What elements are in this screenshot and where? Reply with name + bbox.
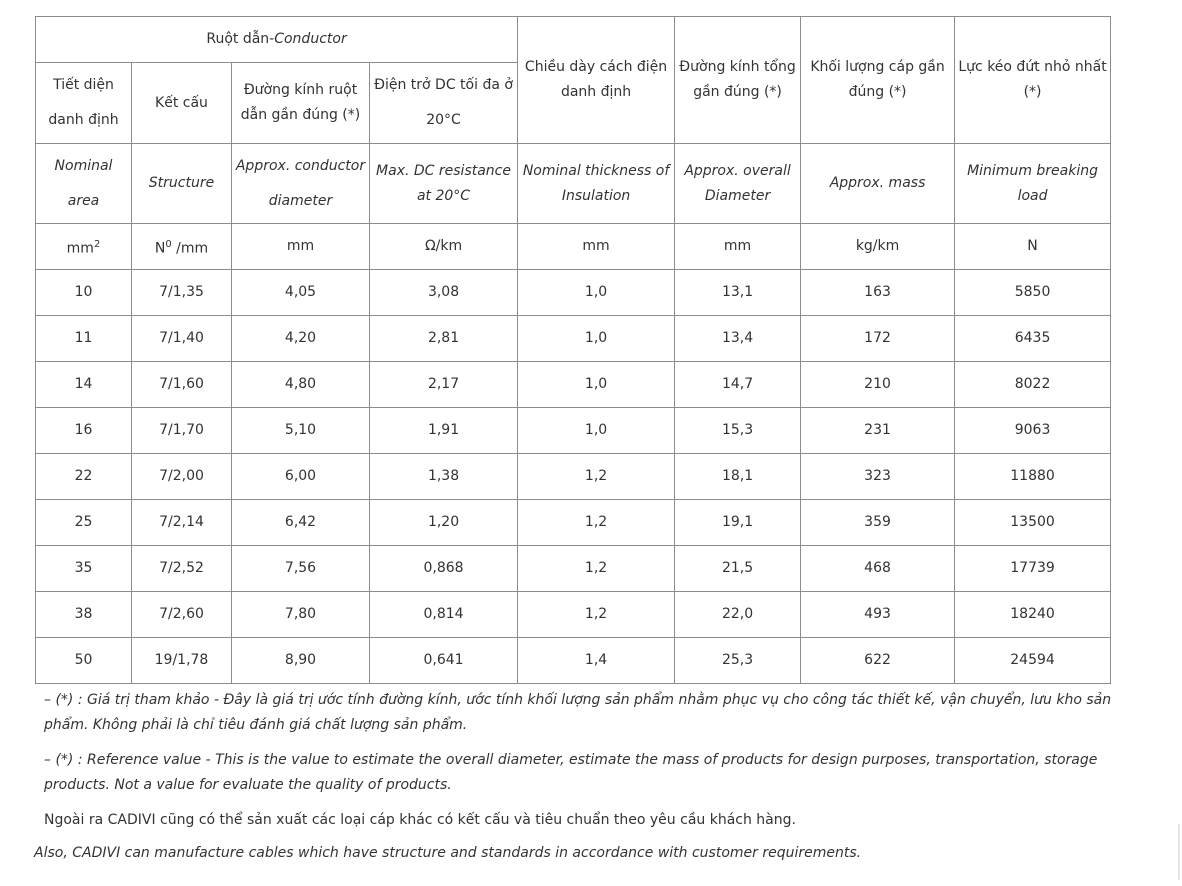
table-row bbox=[36, 638, 1111, 684]
cell-conductor-diameter: 6,00 bbox=[232, 454, 370, 500]
cell-insulation: 1,0 bbox=[518, 270, 675, 316]
cell-area: 38 bbox=[36, 592, 132, 638]
conductor-label-en: Conductor bbox=[274, 31, 347, 47]
header-area-en: Nominal area bbox=[36, 144, 132, 224]
cell-breaking-load: 24594 bbox=[955, 638, 1111, 684]
cell-area: 10 bbox=[36, 270, 132, 316]
cell-dc-resistance: 0,641 bbox=[370, 638, 518, 684]
table-row bbox=[36, 316, 1111, 362]
table-row bbox=[36, 500, 1111, 546]
cell-mass: 210 bbox=[801, 362, 955, 408]
header-area-vn: Tiết diện danh định bbox=[36, 63, 132, 144]
cell-overall-diameter: 13,4 bbox=[675, 316, 801, 362]
cell-dc-resistance: 0,814 bbox=[370, 592, 518, 638]
cell-dc-resistance: 3,08 bbox=[370, 270, 518, 316]
cell-structure: 7/1,60 bbox=[132, 362, 232, 408]
cell-insulation: 1,0 bbox=[518, 408, 675, 454]
cell-breaking-load: 11880 bbox=[955, 454, 1111, 500]
table-row bbox=[36, 362, 1111, 408]
header-mass-vn: Khối lượng cáp gần đúng (*) bbox=[801, 17, 955, 144]
unit-structure-base: N bbox=[154, 240, 166, 257]
cell-area: 22 bbox=[36, 454, 132, 500]
scrollbar-track bbox=[1178, 824, 1180, 880]
header-breaking-load-vn: Lực kéo đứt nhỏ nhất (*) bbox=[955, 17, 1111, 144]
cell-insulation: 1,2 bbox=[518, 546, 675, 592]
cell-mass: 323 bbox=[801, 454, 955, 500]
table-row bbox=[36, 546, 1111, 592]
cell-structure: 7/2,60 bbox=[132, 592, 232, 638]
header-overall-diameter-en: Approx. overall Diameter bbox=[675, 144, 801, 224]
note-cadivi-vn: Ngoài ra CADIVI cũng có thể sản xuất các loại cáp khác có kết cấu và tiêu chuẩn theo yêu cầu khách hàng. bbox=[44, 812, 796, 828]
cell-insulation: 1,2 bbox=[518, 500, 675, 546]
cell-structure: 7/2,14 bbox=[132, 500, 232, 546]
cell-overall-diameter: 14,7 bbox=[675, 362, 801, 408]
cell-conductor-diameter: 6,42 bbox=[232, 500, 370, 546]
cell-mass: 468 bbox=[801, 546, 955, 592]
cable-spec-table bbox=[35, 16, 1111, 684]
cell-insulation: 1,2 bbox=[518, 454, 675, 500]
cell-insulation: 1,2 bbox=[518, 592, 675, 638]
note-reference-en: – (*) : Reference value - This is the value to estimate the overall diameter, estimate the mass of products for design purposes, transportation, storage products. Not a value for evaluate the quality of products. bbox=[44, 752, 1098, 793]
unit-structure-sup: 0 bbox=[165, 238, 172, 250]
cell-area: 25 bbox=[36, 500, 132, 546]
cell-conductor-diameter: 4,05 bbox=[232, 270, 370, 316]
cell-conductor-diameter: 7,80 bbox=[232, 592, 370, 638]
unit-dc-resistance: Ω/km bbox=[370, 224, 518, 270]
cell-breaking-load: 13500 bbox=[955, 500, 1111, 546]
cell-breaking-load: 9063 bbox=[955, 408, 1111, 454]
cell-overall-diameter: 18,1 bbox=[675, 454, 801, 500]
cell-insulation: 1,0 bbox=[518, 362, 675, 408]
cell-dc-resistance: 2,81 bbox=[370, 316, 518, 362]
table-row bbox=[36, 408, 1111, 454]
cell-overall-diameter: 22,0 bbox=[675, 592, 801, 638]
cell-mass: 172 bbox=[801, 316, 955, 362]
cell-breaking-load: 8022 bbox=[955, 362, 1111, 408]
unit-insulation: mm bbox=[518, 224, 675, 270]
cell-mass: 359 bbox=[801, 500, 955, 546]
notes-section bbox=[34, 688, 1159, 866]
cell-breaking-load: 6435 bbox=[955, 316, 1111, 362]
unit-structure bbox=[132, 224, 232, 270]
cell-structure: 7/2,52 bbox=[132, 546, 232, 592]
header-overall-diameter-vn: Đường kính tổng gần đúng (*) bbox=[675, 17, 801, 144]
note-cadivi-en: Also, CADIVI can manufacture cables which have structure and standards in accordance with customer requirements. bbox=[34, 845, 862, 861]
cell-dc-resistance: 2,17 bbox=[370, 362, 518, 408]
cell-overall-diameter: 21,5 bbox=[675, 546, 801, 592]
cell-conductor-diameter: 4,80 bbox=[232, 362, 370, 408]
cell-mass: 493 bbox=[801, 592, 955, 638]
cell-breaking-load: 18240 bbox=[955, 592, 1111, 638]
unit-conductor-diameter: mm bbox=[232, 224, 370, 270]
table-row bbox=[36, 592, 1111, 638]
header-insulation-vn: Chiều dày cách điện danh định bbox=[518, 17, 675, 144]
header-structure-en: Structure bbox=[132, 144, 232, 224]
cell-conductor-diameter: 8,90 bbox=[232, 638, 370, 684]
cell-structure: 7/1,35 bbox=[132, 270, 232, 316]
header-mass-en: Approx. mass bbox=[801, 144, 955, 224]
unit-area bbox=[36, 224, 132, 270]
cell-dc-resistance: 1,91 bbox=[370, 408, 518, 454]
cell-area: 16 bbox=[36, 408, 132, 454]
header-breaking-load-en: Minimum breaking load bbox=[955, 144, 1111, 224]
cell-insulation: 1,0 bbox=[518, 316, 675, 362]
cell-insulation: 1,4 bbox=[518, 638, 675, 684]
cell-dc-resistance: 1,38 bbox=[370, 454, 518, 500]
header-insulation-en: Nominal thickness of Insulation bbox=[518, 144, 675, 224]
conductor-group-header bbox=[36, 17, 518, 63]
cell-conductor-diameter: 4,20 bbox=[232, 316, 370, 362]
unit-area-base: mm bbox=[66, 240, 94, 257]
cell-overall-diameter: 25,3 bbox=[675, 638, 801, 684]
cell-overall-diameter: 13,1 bbox=[675, 270, 801, 316]
cell-dc-resistance: 0,868 bbox=[370, 546, 518, 592]
cell-overall-diameter: 15,3 bbox=[675, 408, 801, 454]
unit-area-sup: 2 bbox=[93, 238, 101, 250]
cell-conductor-diameter: 5,10 bbox=[232, 408, 370, 454]
cell-area: 11 bbox=[36, 316, 132, 362]
unit-overall-diameter: mm bbox=[675, 224, 801, 270]
cell-area: 50 bbox=[36, 638, 132, 684]
cell-structure: 19/1,78 bbox=[132, 638, 232, 684]
cell-overall-diameter: 19,1 bbox=[675, 500, 801, 546]
cell-dc-resistance: 1,20 bbox=[370, 500, 518, 546]
unit-breaking-load: N bbox=[955, 224, 1111, 270]
cell-mass: 622 bbox=[801, 638, 955, 684]
cell-structure: 7/2,00 bbox=[132, 454, 232, 500]
note-reference-vn: – (*) : Giá trị tham khảo - Đây là giá trị ước tính đường kính, ước tính khối lượng sản phẩm nhằm phục vụ cho công tác thiết kế, vận chuyển, lưu kho sản phẩm. Không phải là chỉ tiêu đánh giá chất lượng sản phẩm. bbox=[44, 692, 1112, 733]
header-structure-vn: Kết cấu bbox=[132, 63, 232, 144]
table-row bbox=[36, 454, 1111, 500]
cell-breaking-load: 17739 bbox=[955, 546, 1111, 592]
cell-mass: 231 bbox=[801, 408, 955, 454]
unit-mass: kg/km bbox=[801, 224, 955, 270]
unit-structure-tail: /mm bbox=[171, 240, 209, 257]
header-conductor-diameter-vn: Đường kính ruột dẫn gần đúng (*) bbox=[232, 63, 370, 144]
cell-breaking-load: 5850 bbox=[955, 270, 1111, 316]
cell-structure: 7/1,70 bbox=[132, 408, 232, 454]
table-row bbox=[36, 270, 1111, 316]
header-dc-resistance-en: Max. DC resistance at 20°C bbox=[370, 144, 518, 224]
header-dc-resistance-vn: Điện trở DC tối đa ở 20°C bbox=[370, 63, 518, 144]
header-conductor-diameter-en: Approx. conductor diameter bbox=[232, 144, 370, 224]
conductor-label-vn: Ruột dẫn- bbox=[206, 31, 275, 47]
cell-area: 35 bbox=[36, 546, 132, 592]
cell-conductor-diameter: 7,56 bbox=[232, 546, 370, 592]
cell-structure: 7/1,40 bbox=[132, 316, 232, 362]
cell-area: 14 bbox=[36, 362, 132, 408]
cell-mass: 163 bbox=[801, 270, 955, 316]
